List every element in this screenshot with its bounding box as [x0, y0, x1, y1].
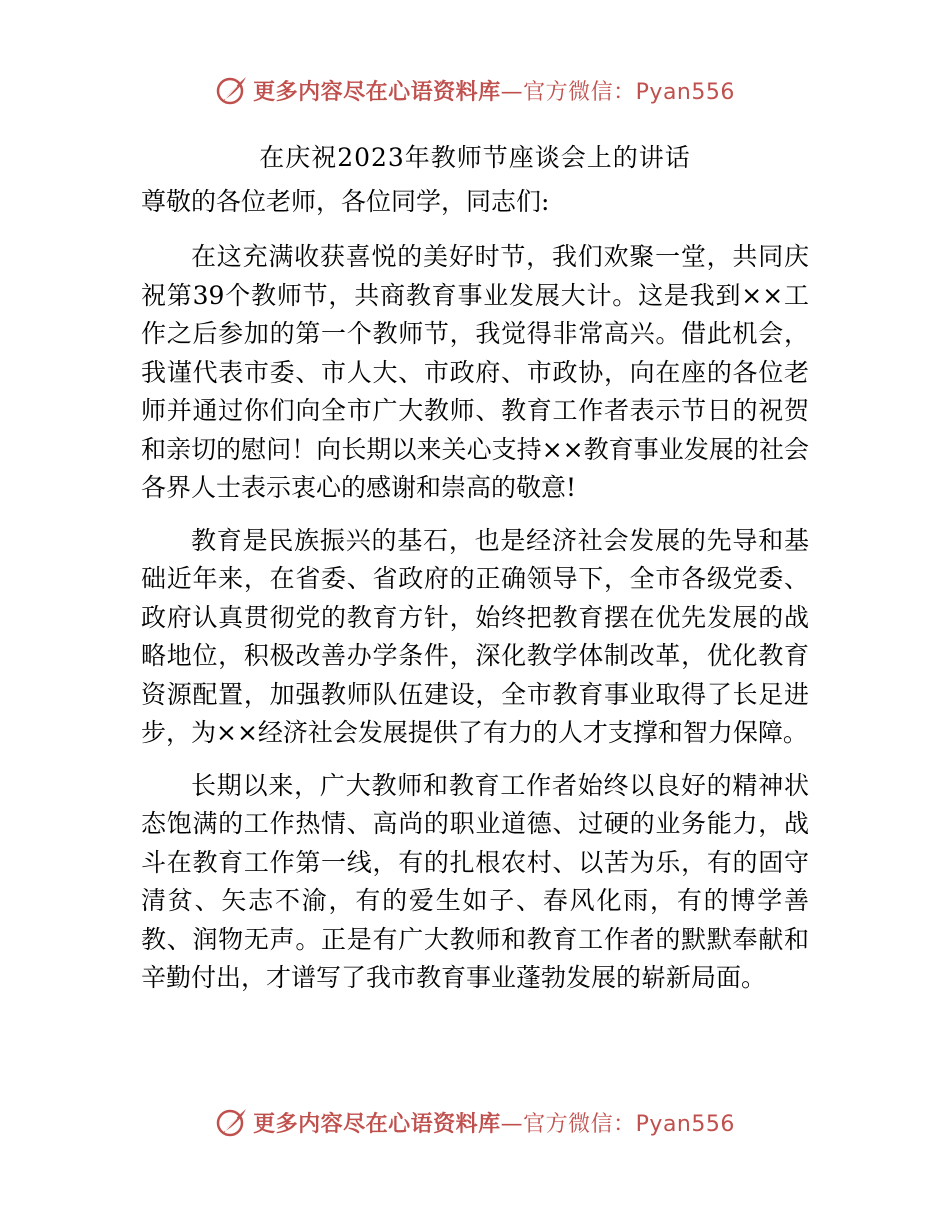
feather-pen-logo-icon	[215, 73, 249, 107]
banner-wechat-text: 官方微信：Pyan556	[523, 79, 735, 105]
banner-separator: —	[500, 1111, 524, 1137]
salutation: 尊敬的各位老师，各位同学，同志们:	[141, 187, 550, 216]
document-body	[141, 238, 809, 1012]
banner-main-text: 更多内容尽在心语资料库	[253, 1111, 501, 1137]
banner-text	[253, 75, 735, 106]
banner-main-text: 更多内容尽在心语资料库	[253, 79, 501, 105]
banner-wechat-text: 官方微信：Pyan556	[523, 1111, 735, 1137]
paragraph-3: 长期以来，广大教师和教育工作者始终以良好的精神状态饱满的工作热情、高尚的职业道德、过硬的业务能力，战斗在教育工作第一线，有的扎根农村、以苦为乐，有的固守清贫、矢志不渝，有的爱生如子、春风化雨，有的博学善教、润物无声。正是有广大教师和教育工作者的默默奉献和辛勤付出，才谱写了我市教育事业蓬勃发展的崭新局面。	[141, 770, 809, 992]
banner-separator: —	[500, 79, 524, 105]
paragraph-2: 教育是民族振兴的基石，也是经济社会发展的先导和基础近年来，在省委、省政府的正确领导下，全市各级党委、政府认真贯彻党的教育方针，始终把教育摆在优先发展的战略地位，积极改善办学条件，深化教学体制改革，优化教育资源配置，加强教师队伍建设，全市教育事业取得了长足进步，为××经济社会发展提供了有力的人才支撑和智力保障。	[141, 525, 809, 747]
document-title: 在庆祝2023年教师节座谈会上的讲话	[259, 143, 691, 172]
header-banner	[0, 68, 950, 112]
feather-pen-logo-icon	[215, 1105, 249, 1139]
banner-text	[253, 1107, 735, 1138]
footer-banner	[0, 1100, 950, 1144]
paragraph-1: 在这充满收获喜悦的美好时节，我们欢聚一堂，共同庆祝第39个教师节，共商教育事业发展大计。这是我到××工作之后参加的第一个教师节，我觉得非常高兴。借此机会，我谨代表市委、市人大、市政府、市政协，向在座的各位老师并通过你们向全市广大教师、教育工作者表示节日的祝贺和亲切的慰问！向长期以来关心支持××教育事业发展的社会各界人士表示衷心的感谢和崇高的敬意!	[141, 242, 809, 502]
